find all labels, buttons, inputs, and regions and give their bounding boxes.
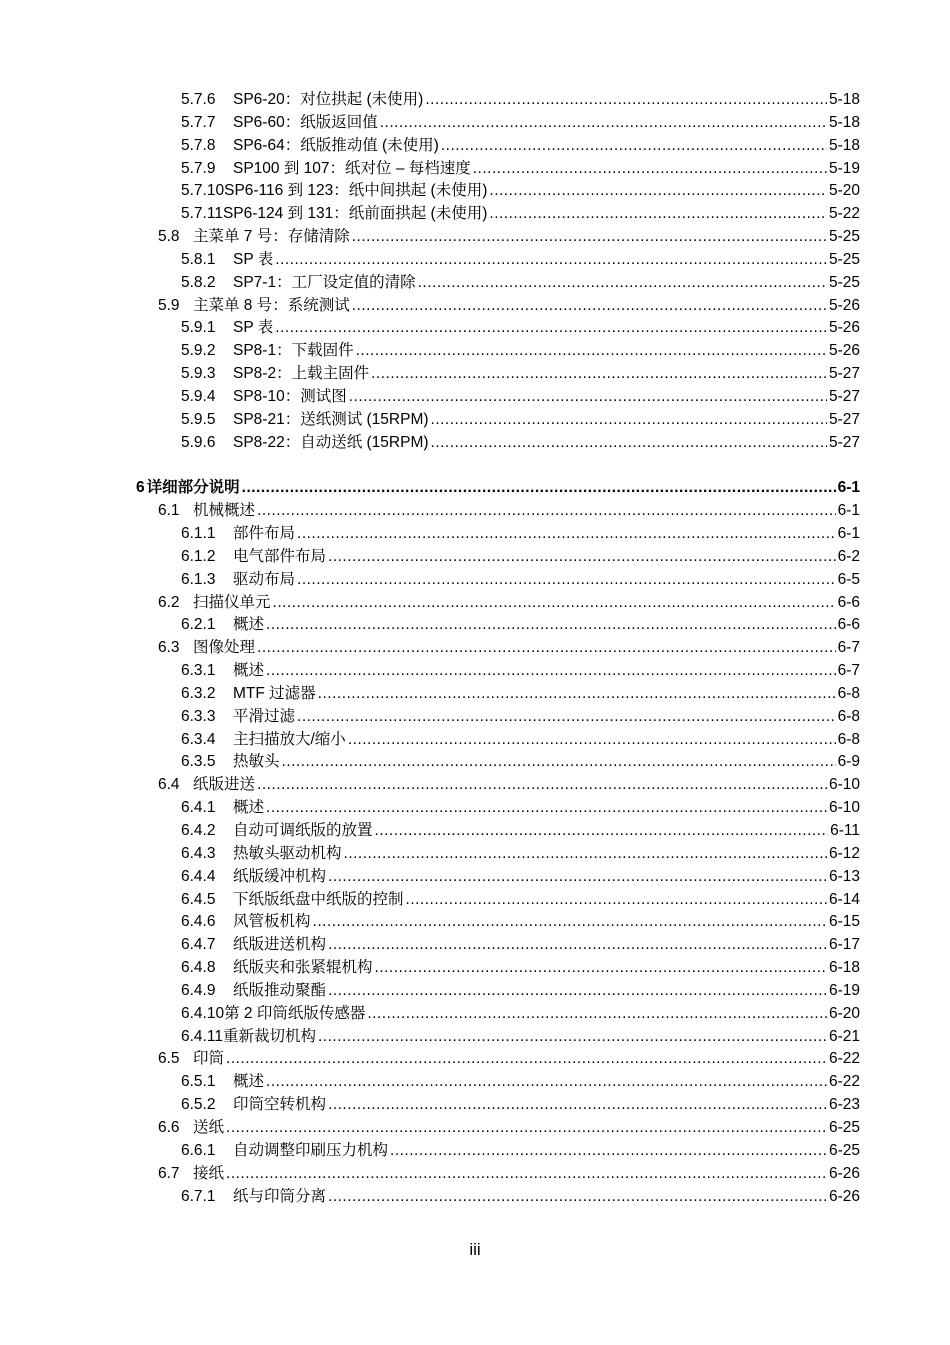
toc-entry-number: 6.3.2: [181, 684, 216, 702]
dot-leader: [352, 226, 827, 249]
toc-entry-title: 详细部分说明: [146, 479, 240, 497]
toc-entry-page: 6-13: [828, 867, 860, 885]
toc-entry[interactable]: [0, 1071, 950, 1094]
toc-entry-title: 概述: [233, 1073, 265, 1091]
dot-leader: [226, 1163, 827, 1186]
dot-leader: [328, 866, 827, 889]
toc-entry-title: 纸版进送机构: [233, 936, 327, 954]
toc-entry-title: SP 表: [233, 250, 274, 268]
toc-entry-number: 6.4: [158, 776, 180, 794]
toc-entry[interactable]: [0, 249, 950, 272]
toc-entry-title: 送纸: [193, 1118, 225, 1136]
toc-entry[interactable]: [0, 797, 950, 820]
toc-entry-title: SP6-60：纸版返回值: [233, 113, 378, 131]
toc-entry-page: 6-20: [828, 1004, 860, 1022]
toc-entry-title: 风管板机构: [233, 913, 311, 931]
toc-entry[interactable]: [0, 569, 950, 592]
toc-entry-number: 6.2.1: [181, 616, 216, 634]
toc-entry-page: 6-6: [837, 593, 860, 611]
dot-leader: [344, 843, 827, 866]
toc-entry-number: 5.7.7: [181, 113, 216, 131]
toc-entry[interactable]: [0, 432, 950, 455]
toc-entry[interactable]: [0, 1026, 950, 1049]
toc-entry[interactable]: [0, 317, 950, 340]
toc-entry-title: 纸版推动聚酯: [233, 981, 327, 999]
toc-entry-title: 平滑过滤: [233, 707, 296, 725]
toc-entry[interactable]: [0, 820, 950, 843]
dot-leader: [406, 889, 827, 912]
toc-entry-title: SP8-21：送纸测试 (15RPM): [233, 410, 429, 428]
toc-entry-title: SP8-2：上载主固件: [233, 365, 370, 383]
dot-leader: [489, 203, 827, 226]
toc-entry-number: 6.3.3: [181, 707, 216, 725]
toc-entry-number: 6.2: [158, 593, 180, 611]
table-of-contents: [0, 89, 950, 1208]
toc-entry[interactable]: [0, 363, 950, 386]
toc-entry-title: 主扫描放大/缩小: [233, 730, 346, 748]
toc-entry-page: 6-14: [828, 890, 860, 908]
toc-entry-title: 接纸: [193, 1164, 225, 1182]
toc-entry-title: 热敏头: [233, 753, 280, 771]
toc-entry-page: 5-22: [828, 205, 860, 223]
toc-entry-title: 印筒: [193, 1050, 225, 1068]
toc-section-entry[interactable]: [0, 295, 950, 318]
toc-entry-page: 6-15: [828, 913, 860, 931]
toc-entry[interactable]: [0, 706, 950, 729]
dot-leader: [418, 272, 827, 295]
dot-leader: [348, 729, 836, 752]
toc-section-entry[interactable]: [0, 1117, 950, 1140]
toc-entry[interactable]: [0, 180, 950, 203]
dot-leader: [275, 249, 827, 272]
toc-entry-number: 5.9.5: [181, 410, 216, 428]
toc-entry-title: SP 表: [233, 319, 274, 337]
toc-entry-page: 6-25: [828, 1118, 860, 1136]
toc-entry-number: 6.1.2: [181, 547, 216, 565]
toc-entry-page: 5-19: [828, 159, 860, 177]
toc-entry-number: 6.1: [158, 502, 180, 520]
toc-entry-number: 6.4.3: [181, 844, 216, 862]
toc-section-entry[interactable]: [0, 500, 950, 523]
toc-entry-number: 6.4.6: [181, 913, 216, 931]
toc-entry-number: 6.1.1: [181, 525, 216, 543]
toc-entry[interactable]: [0, 340, 950, 363]
toc-entry-number: 5.8: [158, 228, 180, 246]
dot-leader: [431, 432, 827, 455]
toc-entry-page: 6-17: [828, 936, 860, 954]
toc-entry-number: 6.4.2: [181, 822, 216, 839]
toc-entry-title: 概述: [233, 799, 265, 817]
toc-entry-title: 纸版缓冲机构: [233, 867, 327, 885]
toc-entry-number: 5.9.6: [181, 433, 216, 451]
toc-entry[interactable]: [0, 751, 950, 774]
toc-entry-title: 部件布局: [233, 525, 296, 543]
toc-entry[interactable]: [0, 957, 950, 980]
toc-entry-page: 5-26: [828, 319, 860, 337]
toc-entry-title: 电气部件布局: [233, 547, 327, 565]
toc-entry-page: 5-26: [828, 342, 860, 360]
toc-entry-page: 6-1: [837, 479, 860, 497]
toc-entry[interactable]: [0, 660, 950, 683]
toc-entry-page: 6-7: [837, 662, 860, 680]
toc-entry-number: 6.3.5: [181, 753, 216, 771]
toc-entry-page: 6-7: [837, 639, 860, 657]
toc-entry[interactable]: [0, 1186, 950, 1209]
toc-entry-title: 驱动布局: [233, 570, 296, 588]
toc-entry-title: 重新裁切机构: [222, 1027, 316, 1045]
toc-entry[interactable]: [0, 158, 950, 181]
toc-entry-title: SP8-10：测试图: [233, 387, 347, 405]
toc-entry[interactable]: [0, 546, 950, 569]
dot-leader: [257, 774, 827, 797]
dot-leader: [266, 1071, 827, 1094]
toc-entry-number: 5.9: [158, 296, 180, 314]
dot-leader: [441, 135, 827, 158]
toc-entry-number: 6.5.1: [181, 1073, 216, 1091]
toc-entry-page: 6-5: [837, 570, 860, 588]
toc-entry-title: 自动可调纸版的放置: [233, 822, 373, 839]
toc-entry-page: 6-9: [837, 753, 860, 771]
toc-entry-number: 6.1.3: [181, 570, 216, 588]
toc-entry-page: 5-26: [828, 296, 860, 314]
toc-entry-number: 5.7.9: [181, 159, 216, 177]
toc-entry-title: 印筒空转机构: [233, 1096, 327, 1114]
toc-entry-title: 第 2 印筒纸版传感器: [224, 1004, 366, 1022]
toc-entry-number: 5.9.1: [181, 319, 216, 337]
toc-entry-number: 5.8.1: [181, 250, 216, 268]
toc-entry-page: 6-12: [828, 844, 860, 862]
toc-entry-page: 6-18: [828, 959, 860, 977]
toc-section-entry[interactable]: [0, 1048, 950, 1071]
dot-leader: [313, 911, 827, 934]
toc-entry-number: 5.9.2: [181, 342, 216, 360]
dot-leader: [282, 751, 836, 774]
toc-entry[interactable]: [0, 729, 950, 752]
toc-entry-page: 6-1: [837, 525, 860, 543]
toc-entry-page: 6-19: [828, 981, 860, 999]
toc-entry-title: 热敏头驱动机构: [233, 844, 342, 862]
toc-entry[interactable]: [0, 1003, 950, 1026]
toc-entry[interactable]: [0, 89, 950, 112]
toc-entry-number: 6.4.5: [181, 890, 216, 908]
toc-section-entry[interactable]: [0, 1163, 950, 1186]
toc-entry-number: 6.4.1: [181, 799, 216, 817]
dot-leader: [375, 957, 827, 980]
toc-entry[interactable]: [0, 683, 950, 706]
dot-leader: [297, 706, 836, 729]
toc-entry-number: 6.4.10: [181, 1004, 225, 1022]
toc-entry-page: 6-23: [828, 1096, 860, 1114]
toc-entry-page: 6-10: [828, 799, 860, 817]
dot-leader: [226, 1048, 827, 1071]
toc-entry-title: 纸版夹和张紧辊机构: [233, 959, 373, 977]
toc-entry-page: 6-25: [828, 1141, 860, 1159]
toc-entry-title: 扫描仪单元: [193, 593, 271, 611]
toc-entry[interactable]: [0, 272, 950, 295]
dot-leader: [375, 820, 829, 843]
toc-entry-page: 5-27: [828, 433, 860, 451]
toc-entry-number: 6.3.4: [181, 730, 216, 748]
dot-leader: [328, 1186, 827, 1209]
toc-entry-page: 5-25: [828, 273, 860, 291]
toc-entry[interactable]: [0, 386, 950, 409]
toc-entry-page: 6-11: [830, 822, 860, 839]
toc-entry-page: 5-27: [828, 410, 860, 428]
toc-entry-number: 6.4.11: [181, 1027, 223, 1045]
toc-entry-number: 5.7.10: [181, 182, 225, 200]
toc-entry-page: 6-21: [828, 1027, 860, 1045]
toc-entry[interactable]: [0, 843, 950, 866]
toc-entry[interactable]: [0, 614, 950, 637]
toc-entry-title: MTF 过滤器: [233, 684, 316, 702]
toc-entry-page: 5-18: [828, 113, 860, 131]
toc-section-entry[interactable]: [0, 592, 950, 615]
toc-entry-number: 6.4.9: [181, 981, 216, 999]
dot-leader: [371, 363, 827, 386]
toc-entry-page: 5-25: [828, 228, 860, 246]
toc-entry-title: 自动调整印刷压力机构: [233, 1141, 389, 1159]
toc-entry-number: 5.7.8: [181, 136, 216, 154]
toc-entry-number: 5.8.2: [181, 273, 216, 291]
toc-entry-page: 5-27: [828, 365, 860, 383]
toc-entry[interactable]: [0, 1140, 950, 1163]
toc-entry[interactable]: [0, 889, 950, 912]
toc-entry-title: SP100 到 107：纸对位 – 每档速度: [233, 159, 471, 177]
toc-entry-page: 6-8: [837, 730, 860, 748]
dot-leader: [266, 660, 836, 683]
toc-entry[interactable]: [0, 866, 950, 889]
toc-entry-number: 6.5.2: [181, 1096, 216, 1114]
dot-leader: [328, 1094, 827, 1117]
toc-entry-page: 6-26: [828, 1187, 860, 1205]
toc-section-entry[interactable]: [0, 774, 950, 797]
toc-entry-page: 6-22: [828, 1050, 860, 1068]
dot-leader: [328, 934, 827, 957]
toc-entry-title: SP6-124 到 131：纸前面拱起 (未使用): [222, 205, 488, 223]
dot-leader: [425, 89, 827, 112]
toc-entry-title: SP6-116 到 123：纸中间拱起 (未使用): [224, 182, 488, 200]
toc-entry-page: 5-18: [828, 136, 860, 154]
toc-entry[interactable]: [0, 934, 950, 957]
toc-section-entry[interactable]: [0, 226, 950, 249]
dot-leader: [266, 797, 827, 820]
page-number: iii: [469, 1240, 481, 1259]
toc-entry[interactable]: [0, 203, 950, 226]
dot-leader: [367, 1003, 827, 1026]
toc-entry-number: 6.3.1: [181, 662, 216, 680]
toc-entry[interactable]: [0, 112, 950, 135]
toc-entry-title: SP7-1：工厂设定值的清除: [233, 273, 416, 291]
dot-leader: [328, 546, 836, 569]
toc-entry-number: 6.4.8: [181, 959, 216, 977]
toc-entry-title: SP8-1：下载固件: [233, 342, 354, 360]
toc-entry-number: 6.7.1: [181, 1187, 216, 1205]
toc-entry-title: SP6-20：对位拱起 (未使用): [233, 91, 424, 108]
toc-entry-page: 5-25: [828, 250, 860, 268]
toc-entry-number: 5.9.4: [181, 387, 216, 405]
toc-entry-number: 5.7.11: [181, 205, 223, 223]
toc-entry-title: 图像处理: [193, 639, 256, 657]
dot-leader: [473, 158, 827, 181]
toc-entry-number: 5.7.6: [181, 91, 216, 108]
toc-entry-page: 6-26: [828, 1164, 860, 1182]
toc-entry-title: 纸与印筒分离: [233, 1187, 327, 1205]
dot-leader: [318, 1026, 827, 1049]
toc-entry-title: 机械概述: [193, 502, 256, 520]
toc-entry-page: 6-10: [828, 776, 860, 794]
toc-entry-number: 6.6: [158, 1118, 180, 1136]
toc-entry[interactable]: [0, 1094, 950, 1117]
dot-leader: [275, 317, 827, 340]
toc-entry-page: 5-27: [828, 387, 860, 405]
dot-leader: [297, 523, 836, 546]
dot-leader: [328, 980, 827, 1003]
toc-entry-title: 概述: [233, 662, 265, 680]
toc-entry-number: 6.3: [158, 639, 180, 657]
toc-entry-title: SP6-64：纸版推动值 (未使用): [233, 136, 439, 154]
toc-entry[interactable]: [0, 135, 950, 158]
toc-entry-title: 主菜单 8 号：系统测试: [193, 296, 350, 314]
toc-entry-title: 概述: [233, 616, 265, 634]
toc-entry-number: 5.9.3: [181, 365, 216, 383]
toc-entry[interactable]: [0, 980, 950, 1003]
dot-leader: [257, 500, 836, 523]
toc-entry-page: 6-6: [837, 616, 860, 634]
toc-entry-number: 6.6.1: [181, 1141, 216, 1159]
dot-leader: [431, 409, 827, 432]
dot-leader: [318, 683, 836, 706]
toc-entry-title: 主菜单 7 号：存储清除: [193, 228, 350, 246]
dot-leader: [352, 295, 827, 318]
dot-leader: [380, 112, 827, 135]
dot-leader: [356, 340, 827, 363]
toc-entry-number: 6: [136, 479, 145, 497]
toc-entry[interactable]: [0, 911, 950, 934]
toc-entry-number: 6.4.4: [181, 867, 216, 885]
toc-entry-number: 6.7: [158, 1164, 180, 1182]
dot-leader: [226, 1117, 827, 1140]
toc-chapter-entry[interactable]: [0, 477, 950, 500]
dot-leader: [489, 180, 827, 203]
dot-leader: [297, 569, 836, 592]
dot-leader: [242, 477, 836, 500]
dot-leader: [390, 1140, 827, 1163]
toc-entry[interactable]: [0, 523, 950, 546]
toc-entry-title: 下纸版纸盘中纸版的控制: [233, 890, 404, 908]
toc-entry[interactable]: [0, 409, 950, 432]
toc-entry-page: 6-1: [837, 502, 860, 520]
toc-entry-number: 6.4.7: [181, 936, 216, 954]
toc-entry-title: SP8-22：自动送纸 (15RPM): [233, 433, 429, 451]
toc-section-entry[interactable]: [0, 637, 950, 660]
toc-entry-page: 6-22: [828, 1073, 860, 1091]
toc-entry-page: 5-18: [828, 91, 860, 108]
dot-leader: [266, 614, 836, 637]
toc-entry-page: 5-20: [828, 182, 860, 200]
toc-entry-title: 纸版进送: [193, 776, 256, 794]
toc-entry-number: 6.5: [158, 1050, 180, 1068]
toc-entry-page: 6-8: [837, 684, 860, 702]
dot-leader: [349, 386, 827, 409]
toc-entry-page: 6-2: [837, 547, 860, 565]
dot-leader: [273, 592, 836, 615]
dot-leader: [257, 637, 836, 660]
toc-entry-page: 6-8: [837, 707, 860, 725]
